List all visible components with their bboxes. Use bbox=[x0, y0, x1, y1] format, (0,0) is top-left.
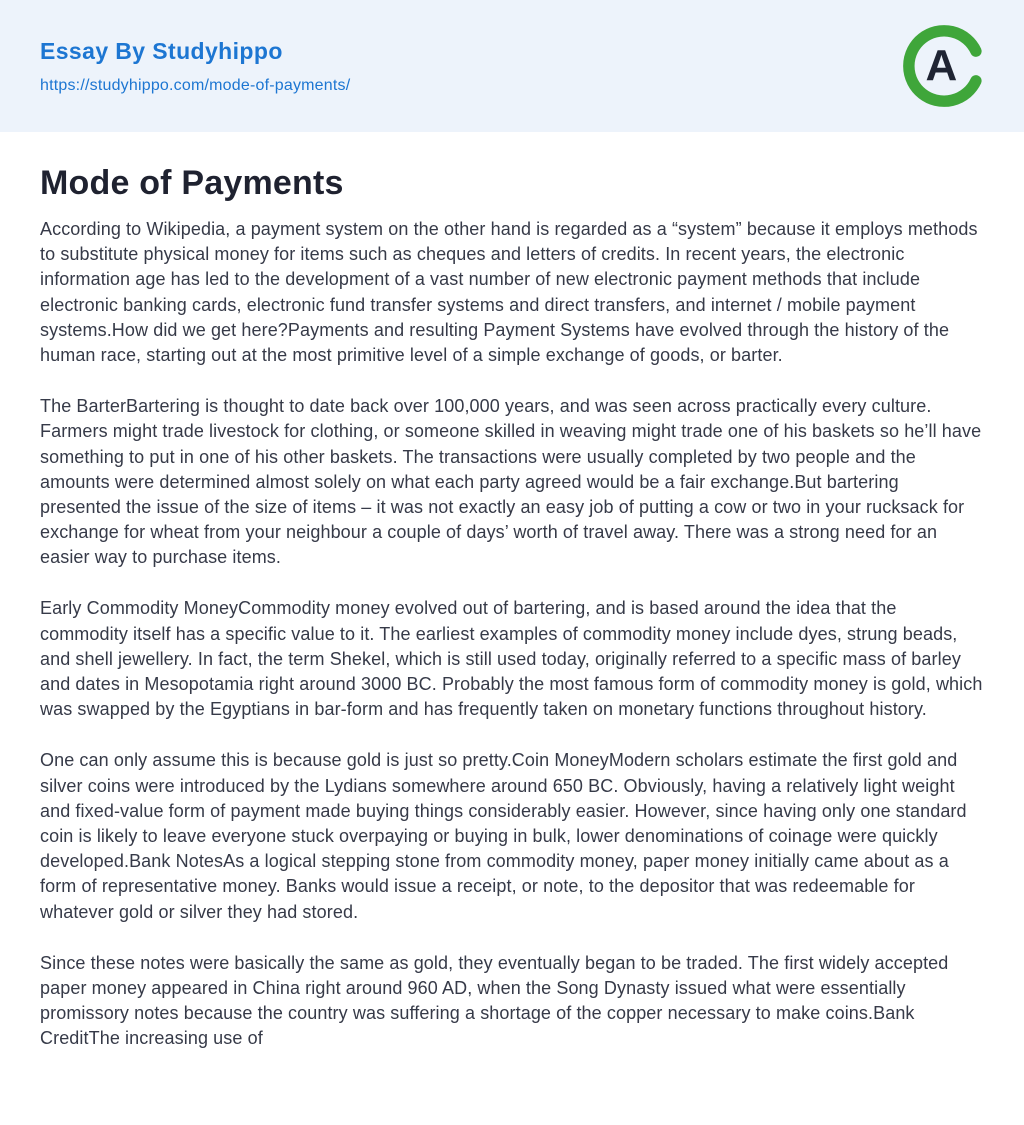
article-paragraph-5: Since these notes were basically the same as gold, they eventually began to be traded. The first widely accepted paper money appeared in China right around 960 AD, when the Song Dynasty issued what were essentially promissory notes because the country was suffering a shortage of the copper necessary to make coins.Bank CreditThe increasing use of bbox=[40, 952, 949, 1049]
article-title: Mode of Payments bbox=[40, 164, 344, 202]
header-text-block bbox=[40, 38, 350, 95]
article-body bbox=[0, 132, 1024, 1125]
logo-ring-icon bbox=[900, 22, 988, 110]
article-url-link[interactable]: https://studyhippo.com/mode-of-payments/ bbox=[40, 76, 351, 94]
article-paragraph-4: One can only assume this is because gold is just so pretty.Coin MoneyModern scholars estimate the first gold and silver coins were introduced by the Lydians somewhere around 650 BC. Obviously, having a relatively light weight and fixed-value form of payment made buying things considerably easier. However, since having only one standard coin is likely to leave everyone stuck overpaying or buying in bulk, lower denominations of coinage were quickly developed.Bank NotesAs a logical stepping stone from commodity money, paper money initially came about as a form of representative money. Banks would issue a receipt, or note, to the depositor that was redeemable for whatever gold or silver they had stored. bbox=[40, 750, 967, 922]
page-header bbox=[0, 0, 1024, 132]
logo-letter: A bbox=[925, 41, 958, 91]
article-paragraph-1: According to Wikipedia, a payment system on the other hand is regarded as a “system” because it employs methods to substitute physical money for items such as cheques and letters of credits. In recent years, the electronic information age has led to the development of a vast number of new electronic payment methods that include electronic banking cards, electronic fund transfer systems and direct transfers, and internet / mobile payment systems.How did we get here?Payments and resulting Payment Systems have evolved through the history of the human race, starting out at the most primitive level of a simple exchange of goods, or barter. bbox=[40, 219, 978, 365]
article-paragraph-2: The BarterBartering is thought to date back over 100,000 years, and was seen across practically every culture. Farmers might trade livestock for clothing, or someone skilled in weaving might trade one of his baskets so he’ll have something to put in one of his other baskets. The transactions were usually completed by two people and the amounts were determined almost solely on what each party agreed would be a fair exchange.But bartering presented the issue of the size of items – it was not exactly an easy job of putting a cow or two in your rucksack for exchange for wheat from your neighbour a couple of days’ worth of travel away. There was a strong need for an easier way to purchase items. bbox=[40, 396, 982, 568]
site-title: Essay By Studyhippo bbox=[40, 37, 283, 64]
article-paragraph-3: Early Commodity MoneyCommodity money evolved out of bartering, and is based around the idea that the commodity itself has a specific value to it. The earliest examples of commodity money include dyes, strung beads, and shell jewellery. In fact, the term Shekel, which is still used today, originally referred to a specific mass of barley and dates in Mesopotamia right around 3000 BC. Probably the most famous form of commodity money is gold, which was swapped by the Egyptians in bar-form and has frequently taken on monetary functions throughout history. bbox=[40, 598, 983, 720]
studyhippo-logo-icon[interactable] bbox=[900, 22, 988, 110]
